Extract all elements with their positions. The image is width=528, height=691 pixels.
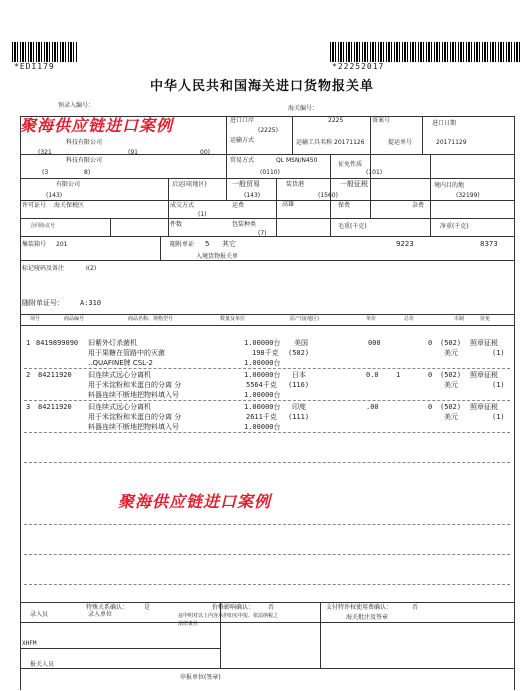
terms-code: (1) xyxy=(198,211,207,218)
price-impact-value: 否 xyxy=(268,604,275,611)
domestic-dest-label: 境内目的地 xyxy=(434,182,465,189)
declaration-text2: 法律责任 xyxy=(178,621,199,627)
item-2-no: 2 xyxy=(26,371,31,379)
consignee-code3: 00) xyxy=(200,149,210,156)
pre-entry-label: 预录入编号： xyxy=(58,102,95,109)
loading-port-label: 装货港 xyxy=(286,181,305,188)
col-exempt: 征免 xyxy=(480,316,491,322)
item-2-price2: 1 xyxy=(396,371,401,379)
transport-mode-label: 运输方式 xyxy=(230,137,255,144)
consignor-name: 有限公司 xyxy=(56,181,81,188)
item-1-currency: 美元 xyxy=(444,349,458,357)
col-currency: 币制 xyxy=(454,316,465,322)
item-2-currency-code: (502) xyxy=(440,371,462,379)
other-label: 其它 xyxy=(222,240,236,248)
loading-port-code: (1560) xyxy=(318,192,338,199)
item-1-code: 8419899090 xyxy=(36,339,79,347)
item-3-qty: 1.00000台 xyxy=(244,403,281,411)
barcode-left xyxy=(12,42,78,62)
item-2-exempt-code: (1) xyxy=(492,381,505,389)
item-1-qty2: 198千克 xyxy=(252,349,279,357)
col-qty: 数量及单位 xyxy=(220,316,246,322)
item-2-name2: 用于米淀粉和米蛋白的分离 分 xyxy=(88,381,182,389)
item-3-name3: 料器连续不断地把物料填入号 xyxy=(88,423,179,431)
declare-unit-label: 申报单位(签章) xyxy=(180,674,221,681)
nature-code: (101) xyxy=(366,169,383,176)
col-item: 项号 xyxy=(30,316,41,322)
item-3-qty2: 2611千克 xyxy=(246,413,277,421)
domestic-dest-code: (32199) xyxy=(456,192,480,199)
marks-value: I(2) xyxy=(86,265,97,272)
vessel-value: QL MSN/N450 xyxy=(276,157,318,164)
entry-person-label: 录入员 xyxy=(30,611,49,618)
barcode-right-text: *22252017 xyxy=(332,62,385,71)
import-date-value: 20171126 xyxy=(334,139,365,146)
consignee-code2: (91 xyxy=(128,149,138,156)
consignee2-code2: 8) xyxy=(84,169,91,176)
attached-cert-value: A:310 xyxy=(80,299,102,307)
item-3-origin: 印度 xyxy=(292,403,306,411)
declare-date-value: 20171129 xyxy=(436,139,467,146)
gross-weight-value: 9223 xyxy=(396,240,414,248)
consignee-code: (321 xyxy=(38,149,52,156)
page-title: 中华人民共和国海关进口货物报关单 xyxy=(150,79,375,94)
packages-label: 件数 xyxy=(170,221,183,228)
customs-no-label: 海关编号： xyxy=(288,105,319,112)
consignor-code: (143) xyxy=(46,192,63,199)
item-3-origin-code: (111) xyxy=(288,413,310,421)
trade-mode-label: 贸易方式 xyxy=(230,157,255,164)
consignee2-name: 科技有限公司 xyxy=(66,157,103,164)
trade-type-value: 一般贸易 xyxy=(232,180,260,188)
item-3-no: 3 xyxy=(26,403,31,411)
special-rel-value: 是 xyxy=(144,604,151,611)
item-2-price: 0.0 xyxy=(366,371,379,379)
item-1-qty: 1.00000台 xyxy=(244,339,281,347)
item-3-name2: 用于米淀粉和米蛋白的分离 分 xyxy=(88,413,182,421)
item-2-qty: 1.00000台 xyxy=(244,371,281,379)
entry-unit-label: 录入单位 xyxy=(88,611,113,618)
origin-country-label: 启运国(地区) xyxy=(172,181,207,188)
item-3-currency-code: (502) xyxy=(440,403,462,411)
marks-label: 标记唛码及备注 xyxy=(22,265,65,272)
misc-code: (143) xyxy=(244,192,261,199)
royalty-value: 否 xyxy=(412,604,419,611)
declaration-text: 兹申明对以上内容承担如实申报、依法纳税之 xyxy=(178,613,279,619)
col-code: 商品编号 xyxy=(64,316,85,322)
item-1-name: 旧紫外灯杀菌机 xyxy=(88,339,137,347)
item-1-origin-code: (502) xyxy=(288,349,310,357)
barcode-left-text: *EDI179 xyxy=(14,62,55,71)
declarant-label: 报关人员 xyxy=(30,661,55,668)
item-1-currency-code: (502) xyxy=(440,339,462,347)
container-label: 集装箱号 xyxy=(22,241,47,248)
item-1-name3: ..QUAFINE牌 CSL-2 xyxy=(88,359,153,367)
net-weight-value: 8373 xyxy=(480,240,498,248)
item-1-exempt: 照章征税 xyxy=(470,339,498,347)
record-no-label: 备案号 xyxy=(372,117,391,124)
consignee2-code: (3 xyxy=(42,169,49,176)
container-no: 201 xyxy=(56,241,68,248)
col-origin: 原产国(地区) xyxy=(290,316,319,322)
price-impact-label: 价格影响确认： xyxy=(212,604,255,611)
item-1-qty3: 1.00000台 xyxy=(244,359,281,367)
item-1-exempt-code: (1) xyxy=(492,349,505,357)
item-3-currency: 美元 xyxy=(444,413,458,421)
item-1-origin: 美国 xyxy=(294,339,308,347)
contract-label: 合同协议号 xyxy=(30,223,56,229)
consignee-name: 科技有限公司 xyxy=(66,139,103,146)
item-3-qty3: 1.00000台 xyxy=(244,423,281,431)
item-2-name3: 料器连续不断地把物料填入号 xyxy=(88,391,179,399)
item-3-exempt: 照章征税 xyxy=(470,403,498,411)
col-total: 总价 xyxy=(404,316,415,322)
item-2-total: 0 xyxy=(428,371,433,379)
item-1-total: 0 xyxy=(428,339,433,347)
item-2-currency: 美元 xyxy=(444,381,458,389)
net-label: 净重(千克) xyxy=(440,223,469,230)
entry-port-code: (2225) xyxy=(258,127,278,134)
misc-label: 杂费 xyxy=(412,202,425,209)
bl-no-label: 提运单号 xyxy=(388,139,413,146)
item-1-no: 1 xyxy=(26,339,31,347)
usage-note: 入境货物报关单 xyxy=(196,253,239,260)
item-2-name: 旧连续式远心分离机 xyxy=(88,371,151,379)
trans-terms-label: 成交方式 xyxy=(170,202,195,209)
item-3-exempt-code: (1) xyxy=(492,413,505,421)
import-date-label: 进口日期 xyxy=(432,120,457,127)
customs-zone-label: 海关保税区 xyxy=(54,202,85,209)
royalty-label: 支付特许权使用费确认： xyxy=(326,604,393,611)
general-tax-value: 一般征税 xyxy=(340,180,368,188)
item-3-name: 旧连续式远心分离机 xyxy=(88,403,151,411)
attached-docs-label: 随附单证 xyxy=(170,241,195,248)
pack-type-label: 包装种类 xyxy=(232,221,257,228)
special-rel-label: 特殊关系确认： xyxy=(86,604,129,611)
watermark-middle: 聚海供应链进口案例 xyxy=(118,492,272,511)
item-2-code: 84211920 xyxy=(38,371,72,379)
nature-label: 征免性质 xyxy=(338,161,363,168)
entry-port-num: 2225 xyxy=(328,117,344,124)
item-2-qty3: 1.00000台 xyxy=(244,391,281,399)
item-3-total: 0 xyxy=(428,403,433,411)
customs-approval-label: 海关批注及签章 xyxy=(346,614,389,621)
attached-docs-count: 5 xyxy=(205,240,210,248)
insurance-label: 保费 xyxy=(338,202,351,209)
attached-cert-label: 随附单证号： xyxy=(22,299,64,307)
freight-value: 高雄 xyxy=(282,201,295,208)
freight-label: 运费 xyxy=(232,202,245,209)
license-label: 许可证号 xyxy=(22,202,47,209)
col-unit-price: 单价 xyxy=(366,316,377,322)
gross-label: 毛重(千克) xyxy=(338,223,367,230)
code-left: XHFM xyxy=(22,640,37,647)
item-1-price: 000 xyxy=(368,339,381,347)
item-2-qty2: 5564千克 xyxy=(246,381,277,389)
item-3-code: 84211920 xyxy=(38,403,72,411)
item-2-origin: 日本 xyxy=(292,371,306,379)
nature-code2: (0110) xyxy=(260,169,280,176)
item-2-origin-code: (116) xyxy=(288,381,310,389)
watermark-top: 聚海供应链进口案例 xyxy=(20,116,174,135)
col-name: 商品名称、规格型号 xyxy=(128,316,174,322)
barcode-right xyxy=(330,42,520,62)
item-3-price: .00 xyxy=(366,403,379,411)
item-2-exempt: 照章征税 xyxy=(470,371,498,379)
item-1-name2: 用于果糖在管路中的灭菌 xyxy=(88,349,165,357)
entry-port-label: 进口口岸 xyxy=(230,117,255,124)
transport-tool-label: 运输工具名称 xyxy=(296,139,333,146)
pack-type-code: (7) xyxy=(258,230,267,237)
